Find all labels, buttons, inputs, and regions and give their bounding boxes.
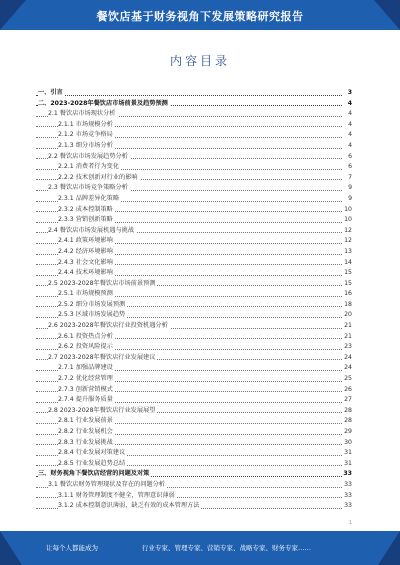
toc-entry-page: 14	[343, 258, 352, 269]
footer-right-accent	[378, 531, 400, 565]
toc-entry[interactable]	[36, 321, 352, 332]
toc-entry-label: 2.8.1 行业发展前景	[58, 417, 113, 425]
toc-entry-label: 2.8.3 行业发展挑战	[58, 438, 113, 446]
toc-entry[interactable]	[36, 141, 352, 152]
toc-entry[interactable]	[36, 416, 352, 427]
toc-entry-label: 2.1.1 市场规模分析	[58, 120, 113, 128]
toc-entry-page: 27	[343, 395, 352, 406]
toc-entry-page: 10	[343, 205, 352, 216]
toc-entry-page: 4	[347, 130, 352, 141]
footer-slogan-right: 行业专家、管理专家、营销专家、战略专家、财务专家……	[142, 544, 311, 552]
toc-entry-page: 16	[343, 289, 352, 300]
toc-entry[interactable]	[36, 459, 352, 470]
toc-entry-label: 2.8.2 行业发展机会	[58, 428, 113, 435]
toc-entry-page: 33	[342, 469, 352, 480]
toc-entry[interactable]	[36, 427, 352, 438]
toc-entry-label: 2.7.2 优化经营管理	[58, 375, 113, 383]
toc-entry-label: 3.1.2 成本控制意识薄弱，缺乏有效的成本管理方法	[58, 502, 200, 510]
toc-entry[interactable]	[36, 130, 352, 141]
toc-entry-page: 24	[343, 363, 352, 374]
toc-entry-label: 2.3.2 成本控制策略	[58, 205, 113, 213]
toc-entry-label: 2.6.1 投资热点分析	[58, 332, 113, 340]
toc-entry-label: 2.7 2023-2028年餐饮店行业发展建议	[48, 353, 156, 361]
toc-entry[interactable]	[36, 300, 352, 311]
toc-entry-label: 2.5.2 细分市场发展预测	[58, 300, 126, 308]
toc-entry[interactable]	[36, 480, 352, 491]
toc-entry[interactable]	[36, 258, 352, 269]
toc-entry-label: 2.7.4 提升服务质量	[58, 396, 113, 404]
toc-entry-page: 31	[343, 459, 352, 470]
toc-entry-page: 29	[343, 427, 352, 438]
toc-entry-page: 7	[347, 173, 352, 184]
toc-entry[interactable]	[36, 406, 352, 417]
toc-entry-page: 4	[347, 99, 352, 110]
toc-entry-label: 2.2.2 技术创新对行业的影响	[58, 173, 138, 181]
toc-entry-label: 2.1 餐饮店市场现状分析	[48, 110, 116, 118]
toc-entry-label: 2.4 餐饮店市场发展机遇与挑战	[48, 226, 135, 234]
toc-entry-label: 2.6 2023-2028年餐饮店行业投资机遇分析	[48, 322, 168, 330]
toc-entry[interactable]	[36, 374, 352, 385]
toc-entry-label: 2.1.3 细分市场分析	[58, 141, 113, 149]
toc-entry-page: 23	[343, 342, 352, 353]
toc-entry[interactable]	[36, 236, 352, 247]
toc-entry-page: 28	[343, 416, 352, 427]
toc-entry-page: 30	[343, 438, 352, 449]
toc-entry-label: 2.5.3 区域市场发展趋势	[58, 311, 126, 319]
footer-banner	[0, 531, 400, 565]
toc-entry[interactable]	[36, 268, 352, 279]
report-title: 餐饮店基于财务视角下发展策略研究报告	[96, 10, 304, 23]
toc-entry[interactable]	[36, 385, 352, 396]
toc-entry[interactable]	[36, 289, 352, 300]
toc-entry-page: 9	[347, 194, 352, 205]
toc-entry[interactable]	[36, 448, 352, 459]
toc-entry[interactable]	[36, 279, 352, 290]
toc-entry-label: 二、2023-2028年餐饮店市场前景及趋势预测	[38, 99, 168, 107]
toc-entry[interactable]	[36, 109, 352, 120]
toc-entry-page: 6	[347, 162, 352, 173]
toc-entry-label: 2.7.1 加强品牌建设	[58, 364, 113, 372]
toc-entry-page: 6	[347, 152, 352, 163]
toc-entry-page: 9	[347, 183, 352, 194]
toc-entry-page: 4	[347, 120, 352, 131]
toc-entry-page: 12	[343, 236, 352, 247]
toc-entry-label: 2.3 餐饮店市场竞争策略分析	[48, 184, 128, 192]
toc-entry-label: 一、引言	[38, 89, 63, 96]
toc-entry-label: 三、财务视角下餐饮店经营的问题及对策	[38, 470, 150, 478]
toc-entry-page: 20	[343, 310, 352, 321]
toc-entry[interactable]	[36, 226, 352, 237]
toc-entry[interactable]	[36, 363, 352, 374]
toc-entry-label: 2.3.3 营销创新策略	[58, 216, 113, 224]
toc-entry-label: 2.7.3 创新营销模式	[58, 385, 113, 393]
page-number: 1	[348, 520, 352, 526]
toc-leader-dots	[36, 95, 342, 96]
toc-heading: 内容目录	[169, 54, 230, 68]
toc-entry-page: 4	[347, 141, 352, 152]
toc-entry[interactable]	[36, 332, 352, 343]
toc-entry[interactable]	[36, 162, 352, 173]
toc-entry-page: 26	[343, 385, 352, 396]
toc-entry[interactable]	[36, 173, 352, 184]
toc-entry[interactable]	[36, 501, 352, 512]
header-banner	[0, 0, 400, 30]
toc-entry[interactable]	[36, 395, 352, 406]
toc-entry[interactable]	[36, 491, 352, 502]
toc-entry[interactable]	[36, 310, 352, 321]
footer-left-accent	[0, 531, 22, 565]
toc-entry-label: 2.6.2 投资风险提示	[58, 343, 113, 351]
toc-entry-label: 2.4.3 社会文化影响	[58, 258, 113, 266]
toc-entry-label: 2.5 2023-2028年餐饮店市场前景预测	[48, 279, 156, 287]
toc-entry[interactable]	[36, 183, 352, 194]
toc-entry[interactable]	[36, 194, 352, 205]
toc-entry-page: 33	[343, 501, 352, 512]
toc-entry-label: 2.4.4 技术环境影响	[58, 269, 113, 277]
toc-entry[interactable]	[36, 438, 352, 449]
toc-entry[interactable]	[36, 215, 352, 226]
toc-entry-page: 10	[343, 215, 352, 226]
toc-entry-page: 33	[343, 491, 352, 502]
toc-entry-page: 4	[347, 109, 352, 120]
toc-entry-label: 2.8.4 行业发展对策建议	[58, 449, 126, 457]
toc-entry-page: 21	[343, 332, 352, 343]
toc-entry-label: 2.4.2 经济环境影响	[58, 247, 113, 255]
toc-entry[interactable]	[36, 342, 352, 353]
toc-entry[interactable]	[36, 247, 352, 258]
toc-entry-page: 12	[343, 226, 352, 237]
toc-entry-page: 18	[343, 300, 352, 311]
toc-entry-label: 3.1 餐饮店财务管理现状及存在的问题分析	[48, 480, 165, 488]
toc-entry-label: 2.1.2 市场竞争格局	[58, 131, 113, 139]
toc-entry-page: 3	[347, 88, 352, 99]
toc-entry-label: 3.1.1 财务管理制度不健全，管理意识薄弱	[58, 491, 175, 499]
toc-entry[interactable]	[36, 120, 352, 131]
toc-entry-label: 2.5.1 市场规模预测	[58, 290, 113, 298]
toc-entry-label: 2.4.1 政策环境影响	[58, 237, 113, 245]
toc-entry-label: 2.3.1 品牌差异化策略	[58, 194, 120, 202]
toc-entry[interactable]	[36, 99, 352, 110]
toc-entry-page: 31	[343, 448, 352, 459]
table-of-contents	[36, 88, 352, 512]
toc-entry-page: 15	[343, 268, 352, 279]
toc-entry-label: 2.2.1 消费者行为变化	[58, 163, 120, 171]
toc-entry-page: 33	[343, 480, 352, 491]
toc-entry-label: 2.8 2023-2028年餐饮店行业发展展望	[48, 406, 156, 414]
toc-entry-page: 21	[343, 321, 352, 332]
toc-entry-page: 15	[343, 279, 352, 290]
toc-entry-page: 13	[343, 247, 352, 258]
toc-entry[interactable]	[36, 469, 352, 480]
toc-entry-page: 24	[343, 353, 352, 364]
toc-entry-label: 2.2 餐饮店市场发展趋势分析	[48, 152, 128, 160]
toc-entry[interactable]	[36, 152, 352, 163]
toc-entry-page: 25	[343, 374, 352, 385]
toc-entry[interactable]	[36, 353, 352, 364]
toc-entry[interactable]	[36, 88, 352, 99]
footer-slogan-left: 让每个人都能成为	[46, 544, 98, 552]
toc-entry-page: 28	[343, 406, 352, 417]
toc-entry-label: 2.8.5 行业发展趋势总结	[58, 459, 126, 467]
toc-entry[interactable]	[36, 205, 352, 216]
